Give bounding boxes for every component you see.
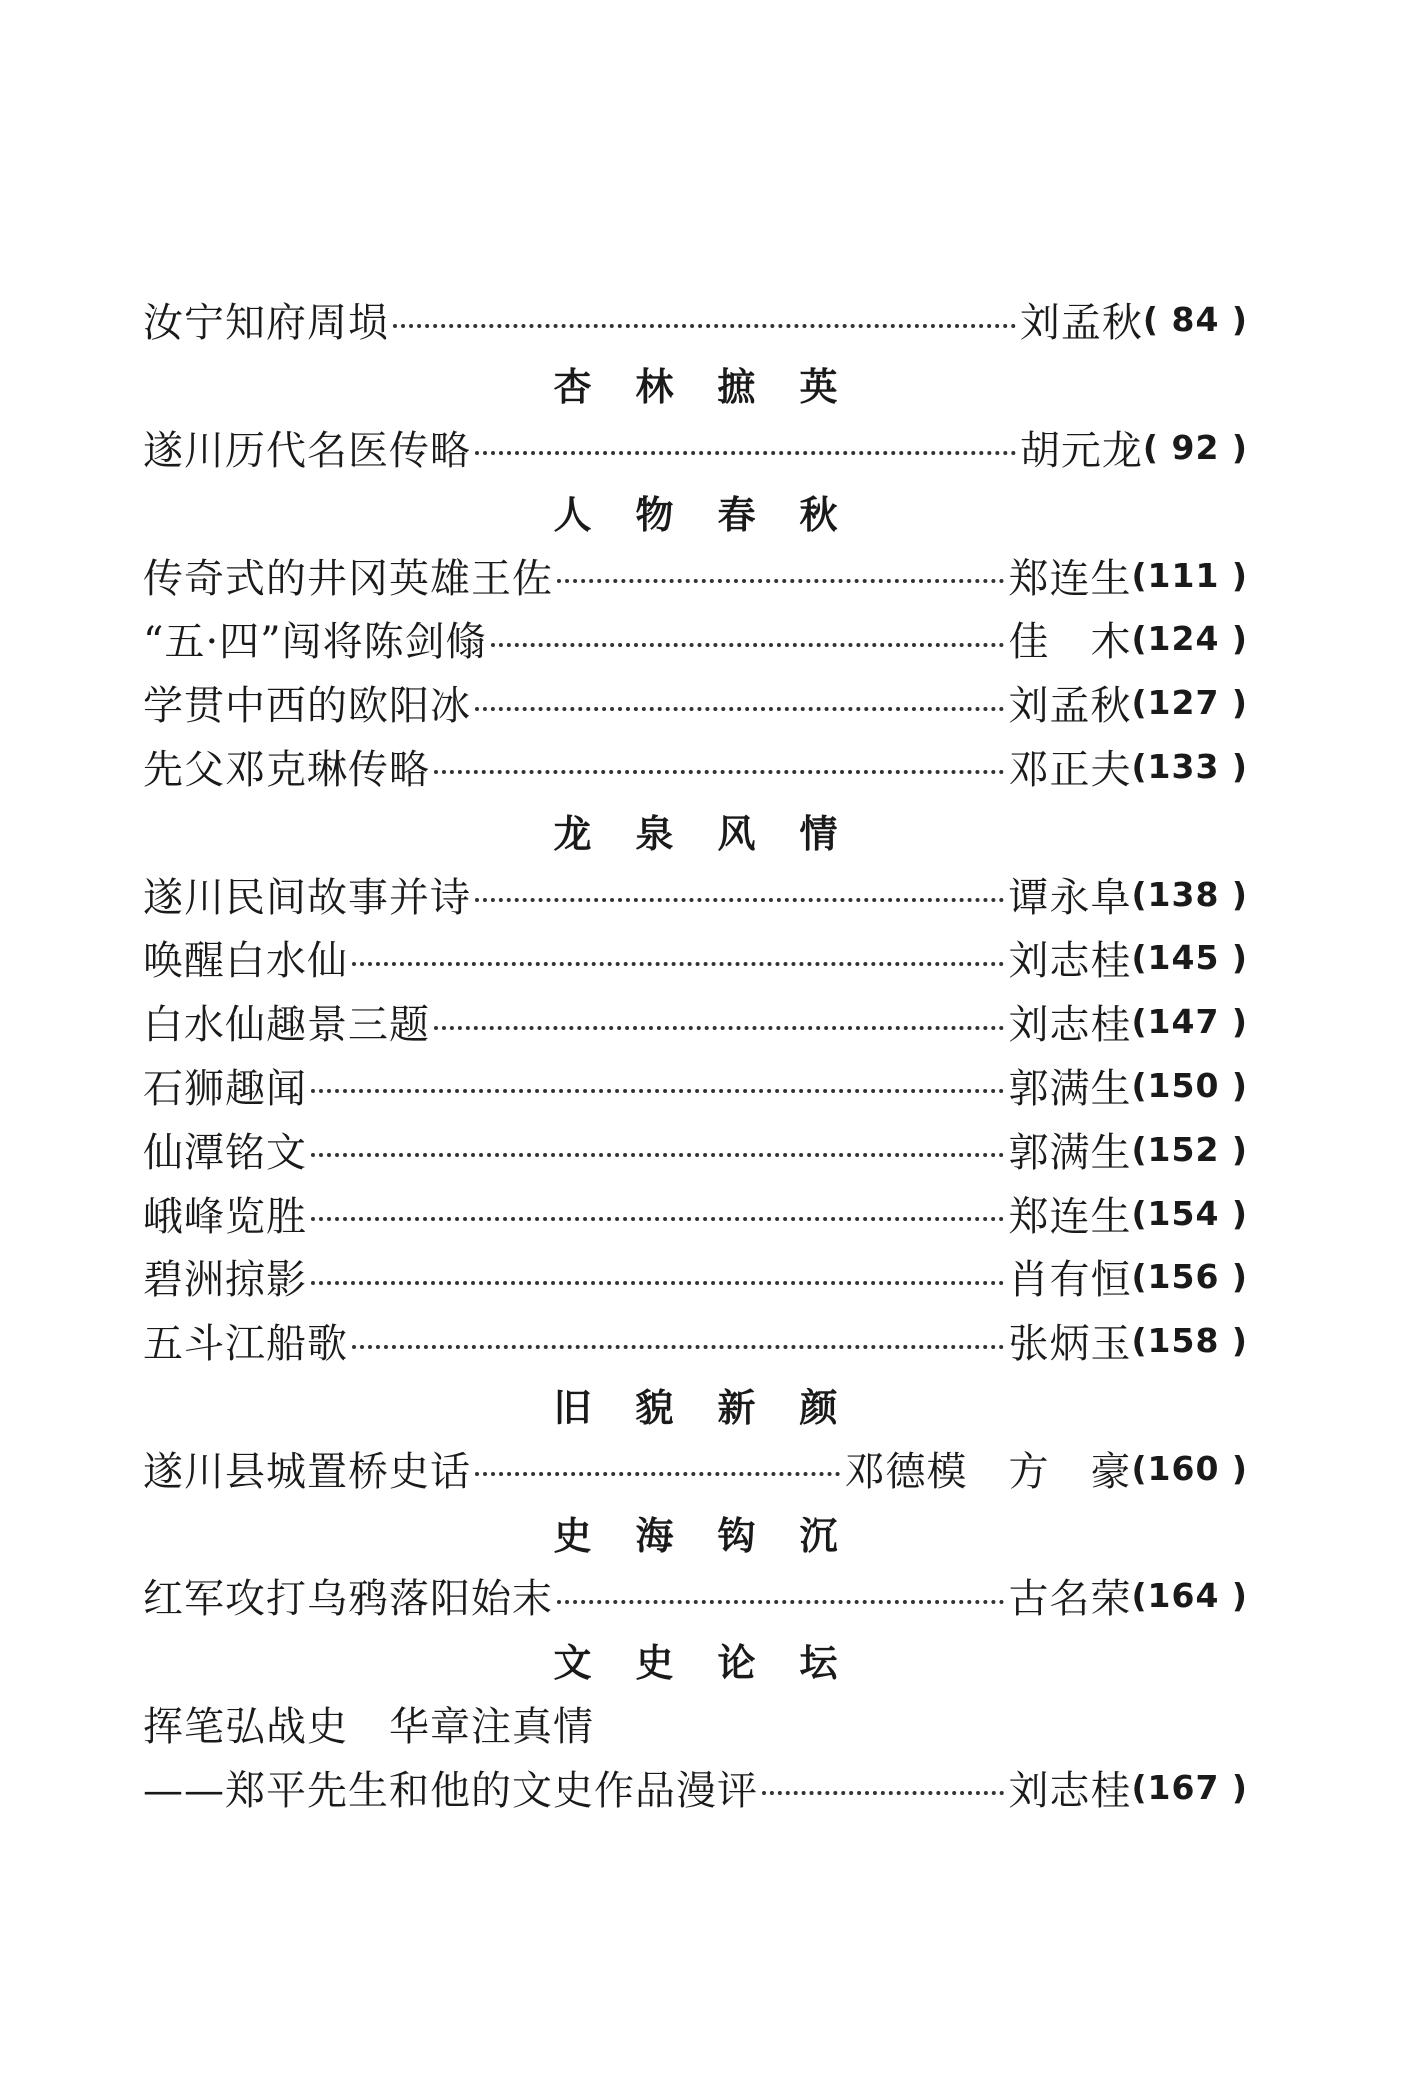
toc-entry [143, 1564, 1248, 1628]
dot-leader [393, 324, 1016, 328]
dot-leader [762, 1791, 1004, 1795]
toc-entry [143, 926, 1248, 990]
toc-entry [143, 1181, 1248, 1245]
section-heading: 杏林摭英 [553, 365, 882, 410]
entry-title: “五·四”闯将陈剑翛 [143, 619, 487, 666]
toc-entry [143, 1436, 1248, 1500]
entry-page: ( 84 ) [1142, 300, 1248, 340]
dot-leader [434, 1026, 1004, 1030]
toc-entry [143, 990, 1248, 1054]
entry-author: 邓德模 方 豪 [844, 1448, 1132, 1495]
entry-page: (167 ) [1131, 1767, 1248, 1807]
entry-title: 仙潭铭文 [143, 1129, 307, 1176]
toc-entry [143, 862, 1248, 926]
section-heading: 史海钩沉 [553, 1513, 882, 1558]
section-heading: 人物春秋 [553, 492, 882, 537]
dot-leader [311, 1217, 1004, 1221]
entry-author: 郭满生 [1008, 1065, 1132, 1112]
section-heading: 文史论坛 [553, 1641, 882, 1686]
entry-page: (156 ) [1131, 1257, 1248, 1297]
entry-title: 唤醒白水仙 [143, 938, 348, 985]
entry-author: 古名荣 [1008, 1576, 1132, 1623]
dot-leader [352, 962, 1004, 966]
entry-title: 碧洲掠影 [143, 1257, 307, 1304]
dot-leader [557, 579, 1004, 583]
toc-entry [143, 1755, 1248, 1819]
entry-page: (160 ) [1131, 1448, 1248, 1488]
entry-title: 学贯中西的欧阳冰 [143, 683, 471, 730]
toc-entry [143, 1309, 1248, 1373]
toc-entry [143, 1117, 1248, 1181]
entry-title: 白水仙趣景三题 [143, 1002, 430, 1049]
entry-page: (152 ) [1131, 1129, 1248, 1169]
dot-leader [475, 898, 1004, 902]
entry-author: 郑连生 [1008, 555, 1132, 602]
entry-author: 郭满生 [1008, 1129, 1132, 1176]
entry-author: 刘志桂 [1008, 938, 1132, 985]
dot-leader [311, 1281, 1004, 1285]
entry-page: ( 92 ) [1142, 427, 1248, 467]
entry-title: 汝宁知府周埙 [143, 300, 389, 347]
section-heading: 龙泉风情 [553, 811, 882, 856]
toc-entry [143, 671, 1248, 735]
entry-title: 遂川民间故事并诗 [143, 874, 471, 921]
toc-entry [143, 543, 1248, 607]
dot-leader [352, 1345, 1004, 1349]
section-heading: 旧貌新颜 [553, 1385, 882, 1430]
dot-leader [475, 451, 1016, 455]
entry-author: 刘孟秋 [1019, 300, 1143, 347]
entry-page: (111 ) [1131, 555, 1248, 595]
entry-page: (158 ) [1131, 1321, 1248, 1361]
toc-entry [143, 735, 1248, 799]
entry-author: 郑连生 [1008, 1193, 1132, 1240]
entry-title: 红军攻打乌鸦落阳始末 [143, 1576, 553, 1623]
entry-author: 刘志桂 [1008, 1002, 1132, 1049]
entry-title-line: 挥笔弘战史 华章注真情 [143, 1703, 594, 1750]
entry-title: 传奇式的井冈英雄王佐 [143, 555, 553, 602]
entry-title: 五斗江船歌 [143, 1321, 348, 1368]
entry-page: (164 ) [1131, 1576, 1248, 1616]
entry-title: 先父邓克琳传略 [143, 746, 430, 793]
entry-author: 谭永阜 [1008, 874, 1132, 921]
entry-page: (138 ) [1131, 874, 1248, 914]
entry-author: 佳 木 [1008, 619, 1132, 666]
dot-leader [475, 1472, 840, 1476]
entry-page: (154 ) [1131, 1193, 1248, 1233]
entry-page: (145 ) [1131, 938, 1248, 978]
entry-author: 张炳玉 [1008, 1321, 1132, 1368]
entry-page: (127 ) [1131, 683, 1248, 723]
entry-page: (147 ) [1131, 1002, 1248, 1042]
entry-title: 遂川历代名医传略 [143, 427, 471, 474]
dot-leader [311, 1153, 1004, 1157]
toc-entry [143, 607, 1248, 671]
entry-author: 邓正夫 [1008, 746, 1132, 793]
dot-leader [475, 707, 1004, 711]
entry-author: 胡元龙 [1019, 427, 1143, 474]
table-of-contents [143, 288, 1248, 1819]
entry-title: 石狮趣闻 [143, 1065, 307, 1112]
dot-leader [434, 770, 1004, 774]
toc-entry [143, 288, 1248, 352]
toc-entry [143, 1245, 1248, 1309]
entry-page: (124 ) [1131, 619, 1248, 659]
toc-entry [143, 1054, 1248, 1118]
entry-title: 遂川县城置桥史话 [143, 1448, 471, 1495]
entry-page: (133 ) [1131, 746, 1248, 786]
entry-title: ——郑平先生和他的文史作品漫评 [143, 1767, 758, 1814]
entry-title: 峨峰览胜 [143, 1193, 307, 1240]
entry-author: 刘孟秋 [1008, 683, 1132, 730]
dot-leader [557, 1600, 1004, 1604]
entry-author: 刘志桂 [1008, 1767, 1132, 1814]
dot-leader [491, 643, 1005, 647]
dot-leader [311, 1089, 1004, 1093]
entry-author: 肖有恒 [1008, 1257, 1132, 1304]
entry-page: (150 ) [1131, 1065, 1248, 1105]
toc-entry [143, 416, 1248, 480]
